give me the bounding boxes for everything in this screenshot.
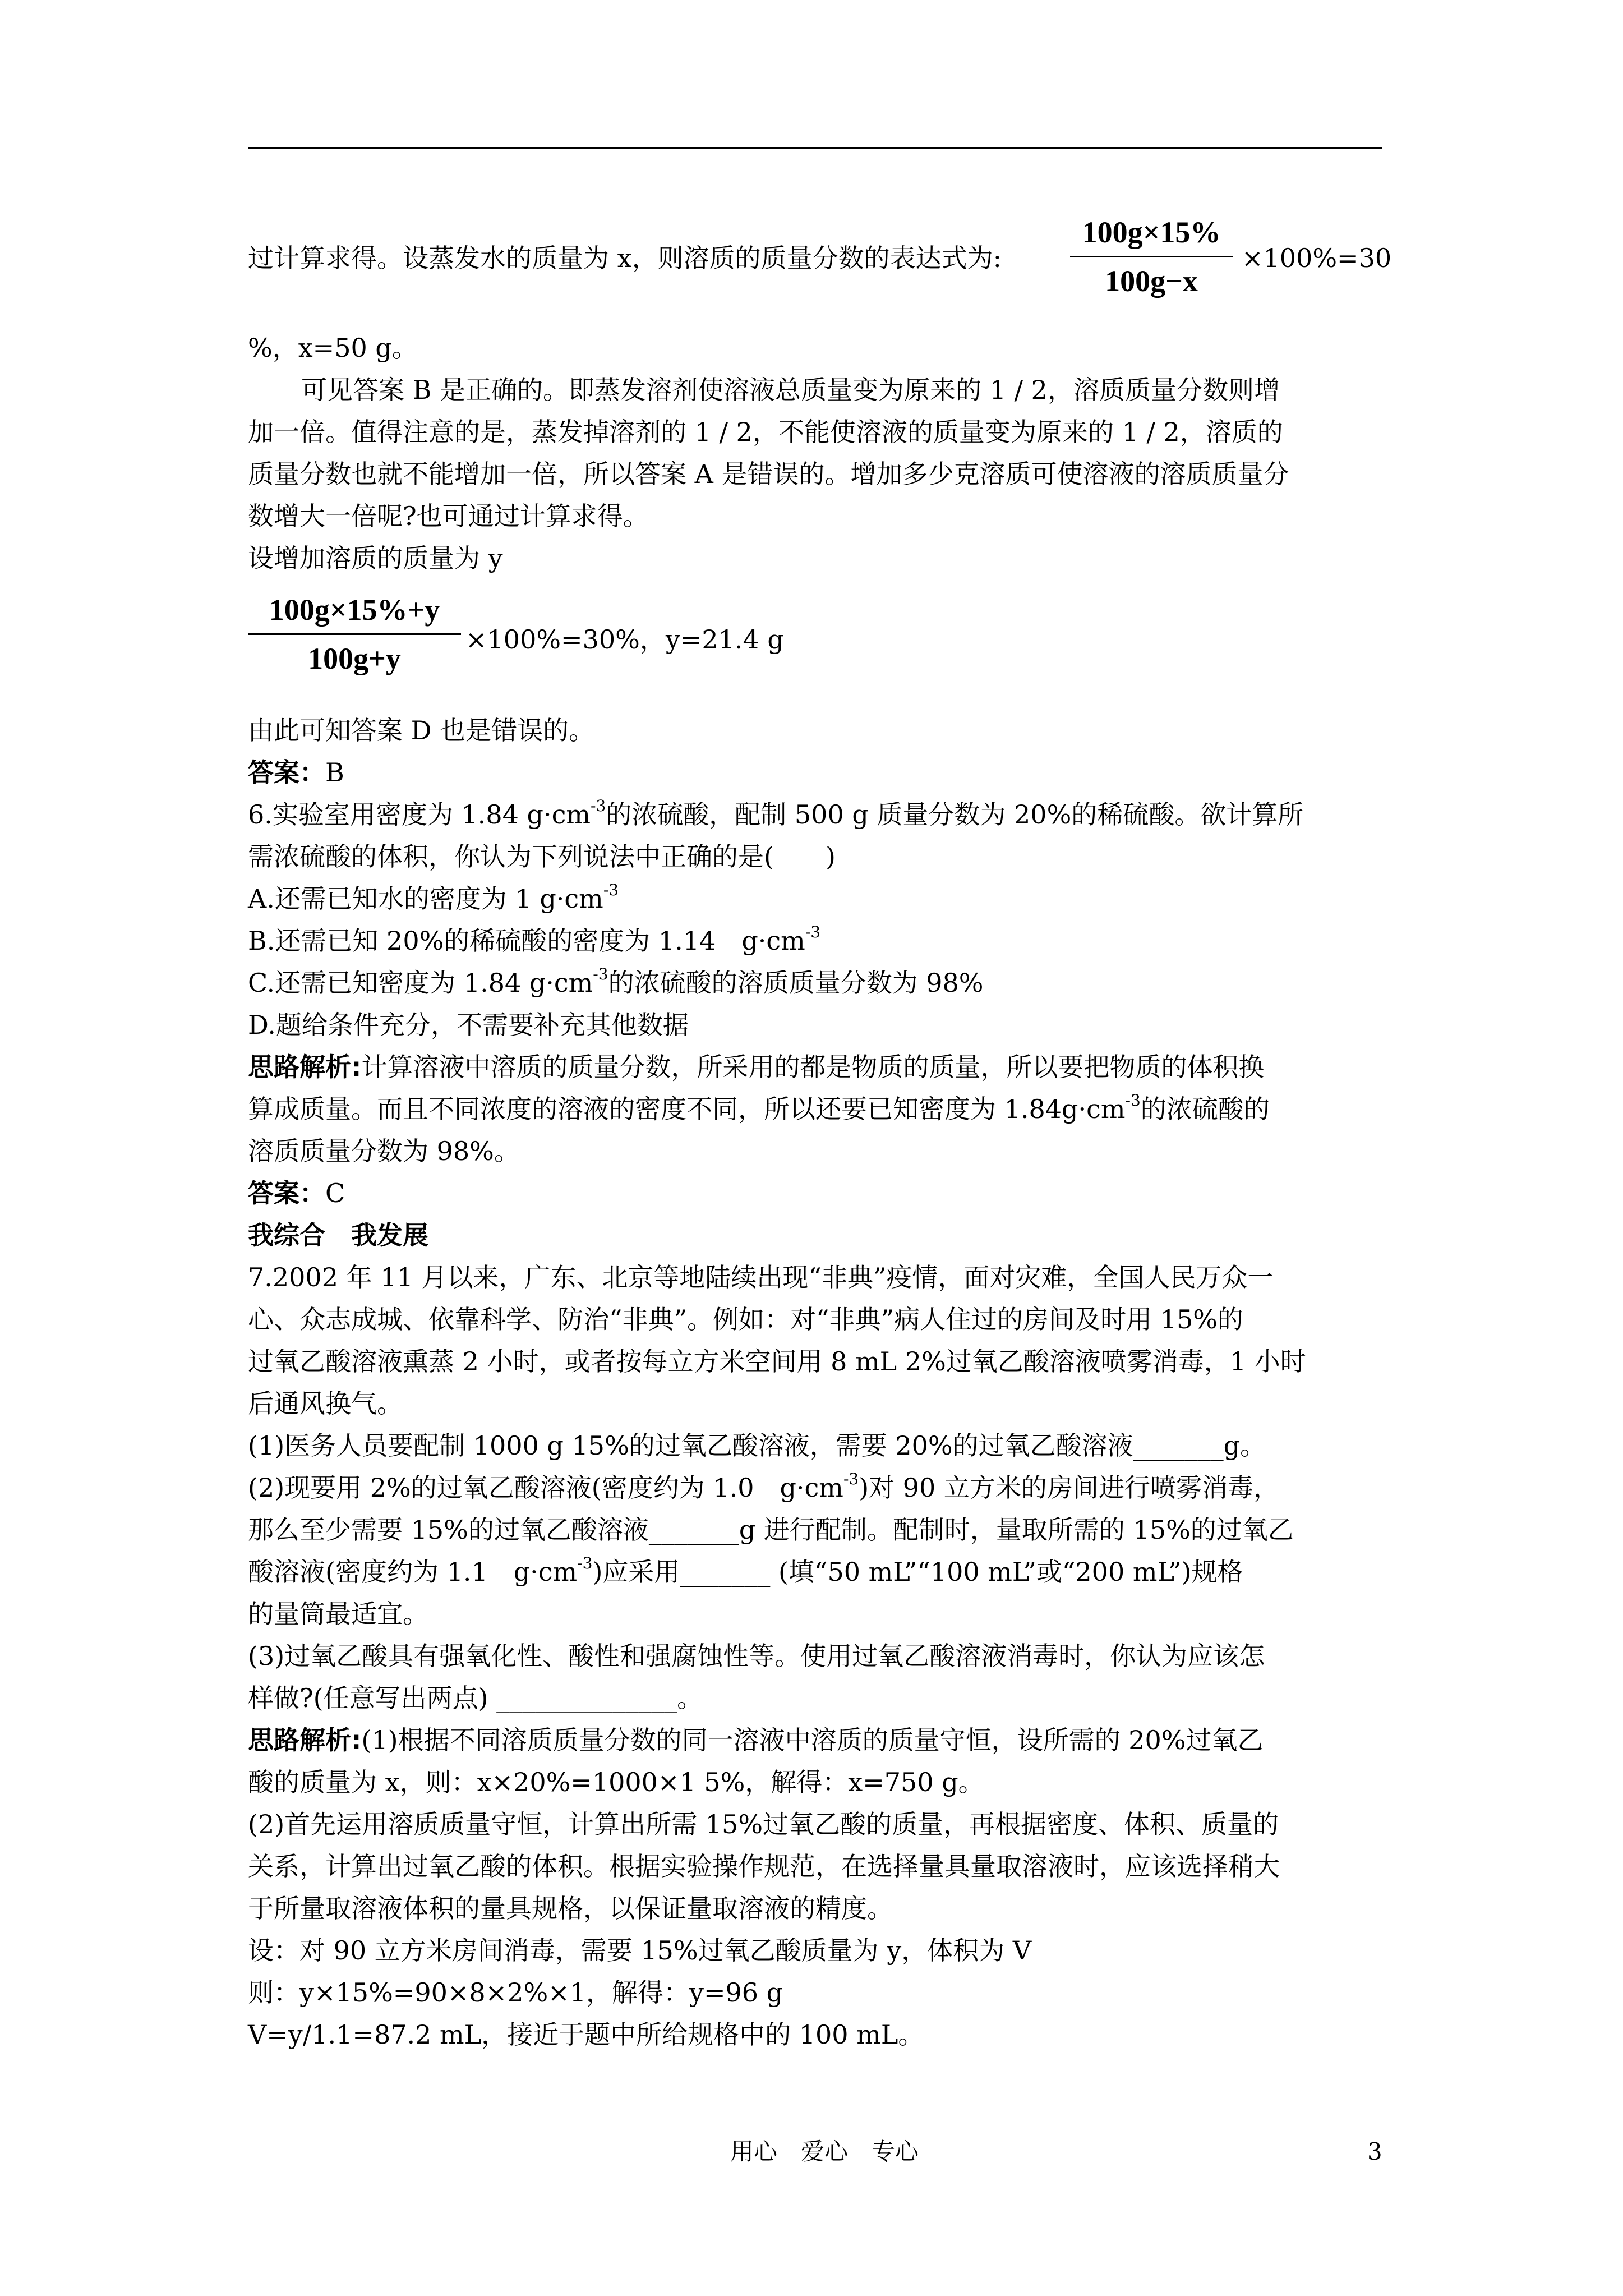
question-text: 酸溶液(密度约为 1.1 g·cm	[248, 1557, 578, 1587]
formula-fraction-2	[248, 592, 461, 677]
option-b	[248, 924, 820, 958]
analysis-line: 设：对 90 立方米房间消毒，需要 15%过氧乙酸质量为 y，体积为 V	[248, 1935, 1032, 1966]
analysis-line	[248, 1050, 1264, 1084]
analysis-line: 于所量取溶液体积的量具规格，以保证量取溶液的精度。	[248, 1893, 893, 1924]
paragraph-line: 可见答案 B 是正确的。即蒸发溶剂使溶液总质量变为原来的 1 / 2，溶质质量分数则增	[301, 375, 1280, 405]
page-number: 3	[1367, 2138, 1382, 2165]
superscript: -3	[593, 965, 608, 983]
fraction-numerator: 100g×15%+y	[269, 593, 440, 627]
text-line: %，x=50 g。	[248, 333, 418, 363]
analysis-line: V=y/1.1=87.2 mL，接近于题中所给规格中的 100 mL。	[248, 2019, 924, 2050]
option-a	[248, 882, 619, 915]
footer-motto: 用心 爱心 专心	[730, 2138, 919, 2165]
sub-question-2	[248, 1471, 1279, 1504]
question-text: )对 90 立方米的房间进行喷雾消毒，	[859, 1473, 1279, 1503]
option-d: D.题给条件充分，不需要补充其他数据	[248, 1010, 689, 1040]
fraction-denominator: 100g+y	[308, 642, 401, 675]
formula-fraction-1	[1070, 214, 1233, 299]
analysis-line: (2)首先运用溶质质量守恒，计算出所需 15%过氧乙酸的质量，再根据密度、体积、质量的	[248, 1809, 1279, 1839]
fraction-denominator: 100g−x	[1105, 264, 1198, 298]
formula-tail: ×100%=30%，y=21.4 g	[465, 624, 784, 655]
answer-line	[248, 756, 344, 789]
superscript: -3	[805, 923, 821, 941]
question-line	[248, 1555, 1243, 1589]
analysis-line: 酸的质量为 x，则：x×20%=1000×1 5%，解得：x=750 g。	[248, 1767, 984, 1797]
answer-value: B	[325, 757, 344, 788]
analysis-text: 计算溶液中溶质的质量分数，所采用的都是物质的质量，所以要把物质的体积换	[361, 1052, 1265, 1082]
question-line: 心、众志成城、依靠科学、防治“非典”。例如：对“非典”病人住过的房间及时用 15%的	[248, 1304, 1243, 1335]
question-line: 后通风换气。	[248, 1388, 403, 1419]
analysis-label: 思路解析:	[248, 1725, 362, 1755]
sub-question-1: (1)医务人员要配制 1000 g 15%的过氧乙酸溶液，需要 20%的过氧乙酸溶液_______g。	[248, 1430, 1266, 1461]
paragraph-line: 设增加溶质的质量为 y	[248, 543, 503, 573]
question-line: 过氧乙酸溶液熏蒸 2 小时，或者按每立方米空间用 8 mL 2%过氧乙酸溶液喷雾消毒，1 小时	[248, 1346, 1306, 1377]
question-line: 的量筒最适宜。	[248, 1599, 428, 1629]
question-line: 样做?(任意写出两点) ______________。	[248, 1683, 703, 1713]
option-text: B.还需已知 20%的稀硫酸的密度为 1.14 g·cm	[248, 926, 805, 956]
superscript: -3	[591, 797, 606, 815]
section-heading: 我综合 我发展	[248, 1220, 428, 1250]
superscript: -3	[603, 881, 619, 899]
paragraph-line: 由此可知答案 D 也是错误的。	[248, 715, 595, 746]
text-line: 过计算求得。设蒸发水的质量为 x，则溶质的质量分数的表达式为:	[248, 243, 1002, 273]
paragraph-line: 质量分数也就不能增加一倍，所以答案 A 是错误的。增加多少克溶质可使溶液的溶质质量分	[248, 459, 1289, 489]
analysis-line: 关系，计算出过氧乙酸的体积。根据实验操作规范，在选择量具量取溶液时，应该选择稍大	[248, 1851, 1280, 1881]
superscript: -3	[577, 1554, 593, 1572]
formula-tail: ×100%=30	[1242, 243, 1392, 273]
superscript: -3	[843, 1470, 859, 1488]
question-line: 7.2002 年 11 月以来，广东、北京等地陆续出现“非典”疫情，面对灾难，全国人民万众一	[248, 1262, 1274, 1292]
analysis-text: 算成质量。而且不同浓度的溶液的密度不同，所以还要已知密度为 1.84g·cm	[248, 1094, 1126, 1124]
question-text: )应采用_______ (填“50 mL”“100 mL”或“200 mL”)规格	[592, 1557, 1243, 1587]
paragraph-line: 加一倍。值得注意的是，蒸发掉溶剂的 1 / 2，不能使溶液的质量变为原来的 1 / 2，溶质的	[248, 417, 1283, 447]
analysis-text: (1)根据不同溶质质量分数的同一溶液中溶质的质量守恒，设所需的 20%过氧乙	[361, 1725, 1264, 1755]
analysis-line: 则：y×15%=90×8×2%×1，解得：y=96 g	[248, 1977, 783, 2008]
question-text: 6.实验室用密度为 1.84 g·cm	[248, 799, 591, 830]
analysis-line	[248, 1723, 1263, 1757]
analysis-line: 溶质质量分数为 98%。	[248, 1136, 520, 1166]
fraction-bar	[1070, 256, 1233, 257]
sub-question-3: (3)过氧乙酸具有强氧化性、酸性和强腐蚀性等。使用过氧乙酸溶液消毒时，你认为应该怎	[248, 1641, 1265, 1671]
paragraph-line: 数增大一倍呢?也可通过计算求得。	[248, 501, 649, 531]
option-text: A.还需已知水的密度为 1 g·cm	[248, 884, 603, 914]
option-c	[248, 966, 983, 1000]
option-text: 的浓硫酸的溶质质量分数为 98%	[608, 968, 984, 998]
answer-value: C	[325, 1178, 345, 1208]
question-line: 那么至少需要 15%的过氧乙酸溶液_______g 进行配制。配制时，量取所需的 15%的过氧乙	[248, 1515, 1294, 1545]
answer-label: 答案：	[248, 1178, 325, 1208]
question-line: 需浓硫酸的体积，你认为下列说法中正确的是( )	[248, 841, 836, 872]
answer-line	[248, 1176, 345, 1210]
header-rule	[248, 147, 1382, 149]
fraction-bar	[248, 633, 461, 635]
question-line	[248, 798, 1303, 831]
superscript: -3	[1125, 1091, 1141, 1110]
option-text: C.还需已知密度为 1.84 g·cm	[248, 968, 593, 998]
analysis-text: 的浓硫酸的	[1140, 1094, 1270, 1124]
analysis-label: 思路解析:	[248, 1052, 362, 1082]
question-text: (2)现要用 2%的过氧乙酸溶液(密度约为 1.0 g·cm	[248, 1473, 843, 1503]
fraction-numerator: 100g×15%	[1082, 215, 1221, 249]
question-text: 的浓硫酸，配制 500 g 质量分数为 20%的稀硫酸。欲计算所	[606, 799, 1304, 830]
analysis-line	[248, 1092, 1270, 1126]
answer-label: 答案：	[248, 757, 325, 788]
